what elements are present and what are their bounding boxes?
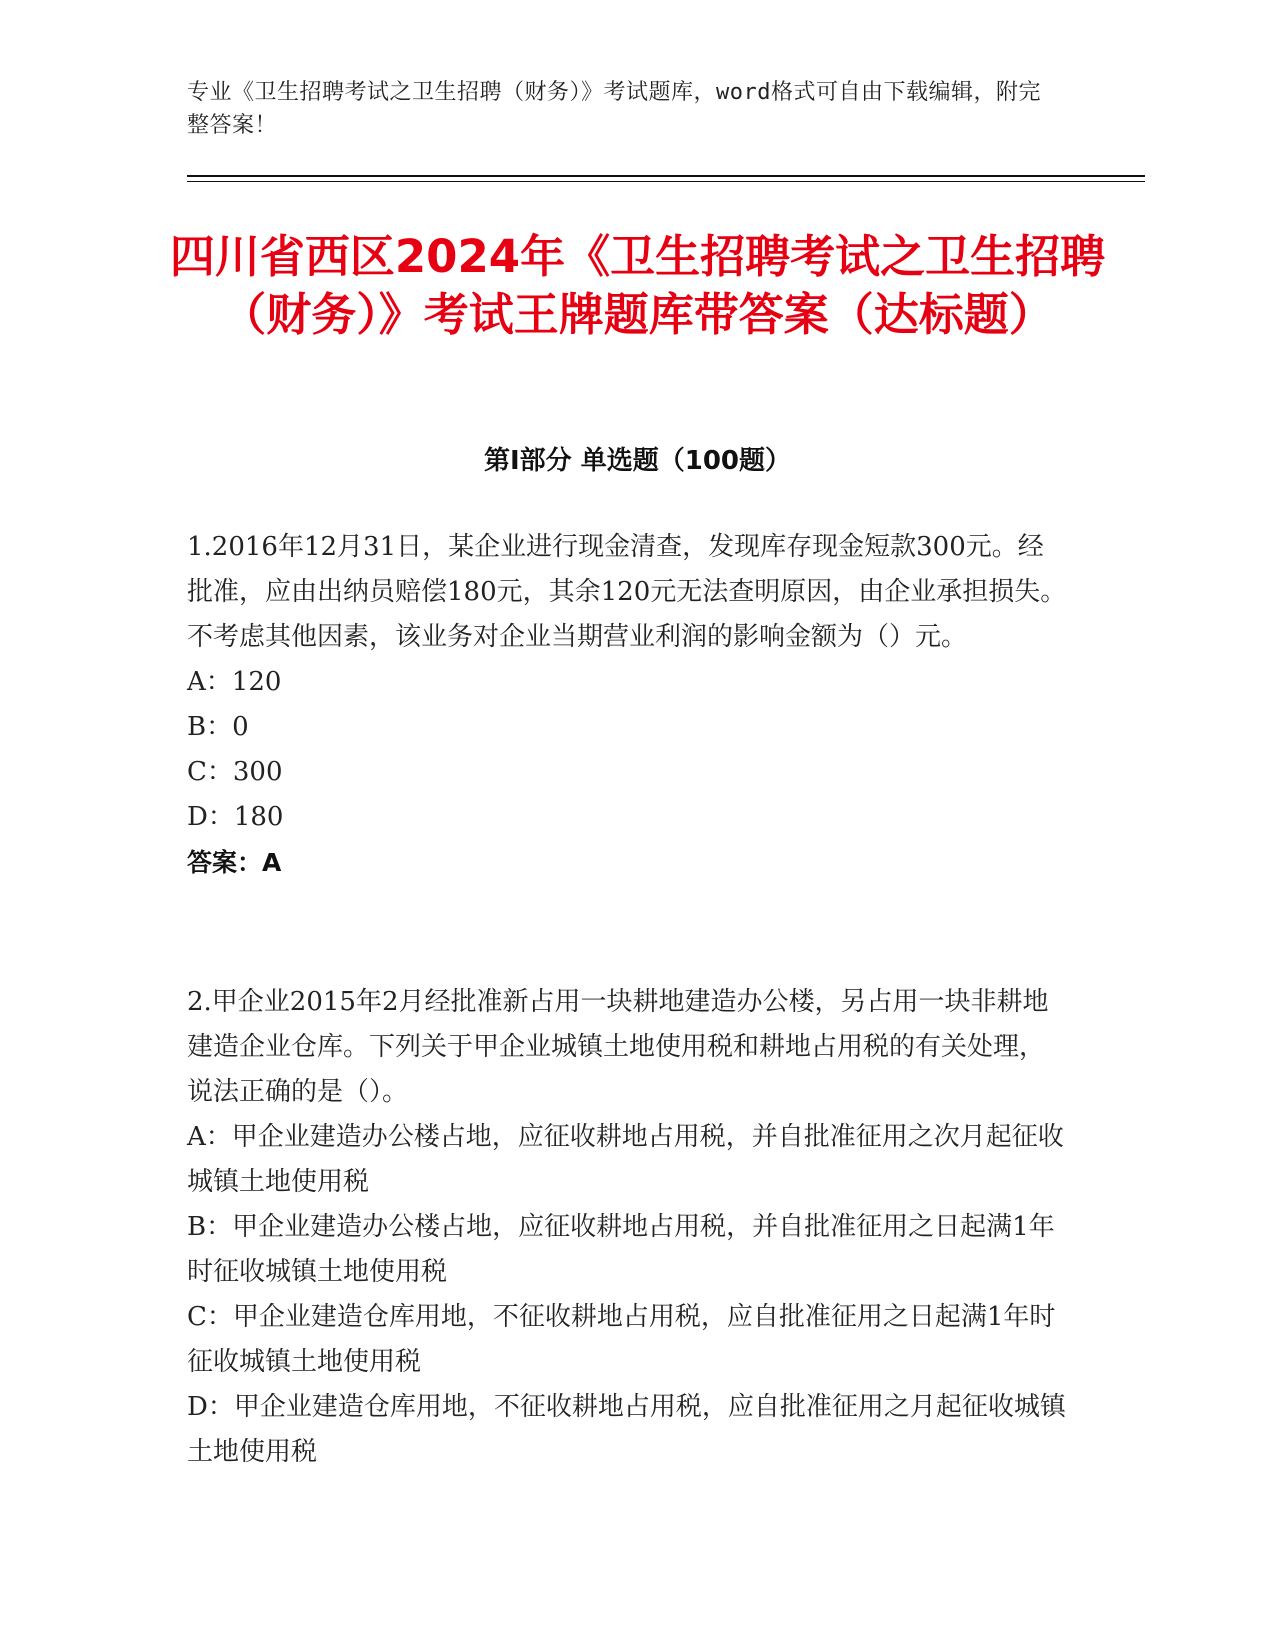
question-stem: 1.2016年12月31日，某企业进行现金清查，发现库存现金短款300元。经批准，应由出纳员赔偿180元，其余120元无法查明原因，由企业承担损失。不考虑其他因素，该业务对企业当期营业利润的影响金额为（）元。	[187, 532, 1067, 652]
answer-line: 答案：A	[187, 848, 282, 877]
header-divider-thick	[187, 175, 1145, 177]
header-divider-thin	[187, 181, 1145, 182]
option-b: B：0	[187, 712, 249, 742]
question-stem: 2.甲企业2015年2月经批准新占用一块耕地建造办公楼，另占用一块非耕地建造企业仓库。下列关于甲企业城镇土地使用税和耕地占用税的有关处理，说法正确的是（）。	[187, 987, 1049, 1107]
option-c: C：甲企业建造仓库用地，不征收耕地占用税，应自批准征用之日起满1年时征收城镇土地使用税	[187, 1302, 1056, 1377]
option-c: C：300	[187, 757, 283, 787]
section-heading: 第I部分 单选题（100题）	[484, 446, 791, 476]
option-a: A：120	[187, 667, 282, 697]
option-d: D：甲企业建造仓库用地，不征收耕地占用税，应自批准征用之月起征收城镇土地使用税	[187, 1392, 1066, 1467]
header-note: 专业《卫生招聘考试之卫生招聘（财务）》考试题库，word格式可自由下载编辑，附完整答案！	[187, 80, 1041, 138]
question-1	[187, 525, 1067, 885]
question-2	[187, 980, 1067, 1475]
option-d: D：180	[187, 802, 284, 832]
option-a: A：甲企业建造办公楼占地，应征收耕地占用税，并自批准征用之次月起征收城镇土地使用税	[187, 1122, 1064, 1197]
option-b: B：甲企业建造办公楼占地，应征收耕地占用税，并自批准征用之日起满1年时征收城镇土地使用税	[187, 1212, 1055, 1287]
document-title: 四川省西区2024年《卫生招聘考试之卫生招聘（财务）》考试王牌题库带答案（达标题）	[169, 230, 1106, 341]
